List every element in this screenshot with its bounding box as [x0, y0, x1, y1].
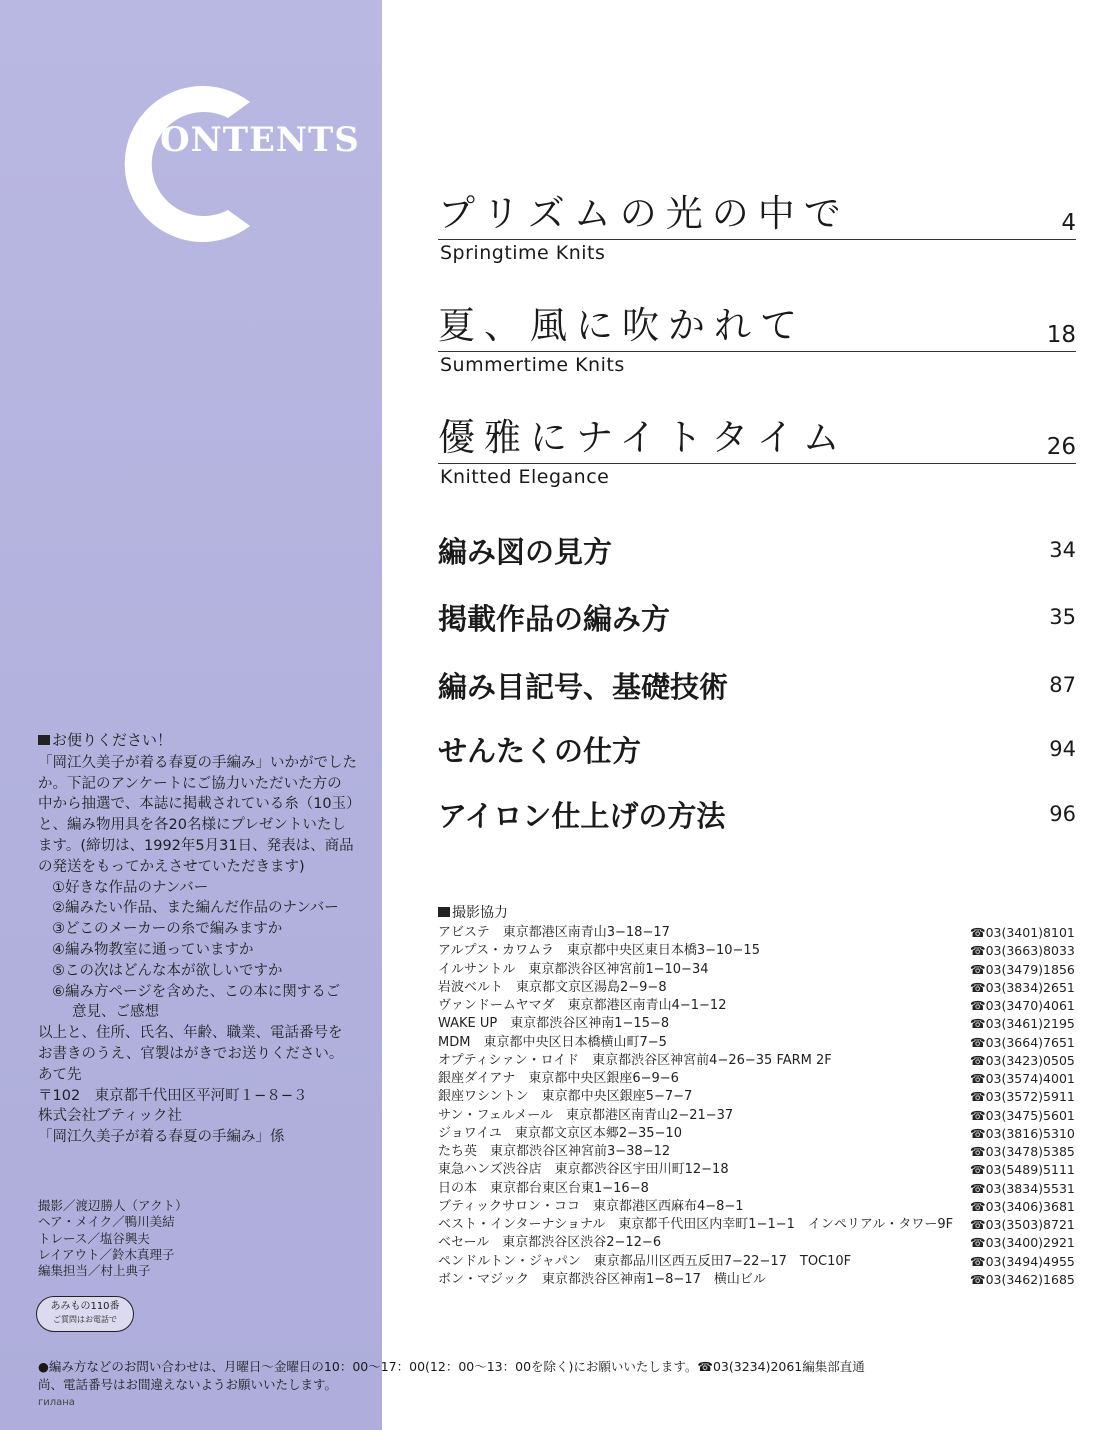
- letter-intro-6: の発送をもってかえさせていただきます): [38, 858, 305, 875]
- toc-entry-springtime[interactable]: [438, 192, 1076, 272]
- toc-page-number: 87: [1049, 673, 1076, 697]
- toc-rule: [438, 239, 1076, 240]
- contents-logo-c: [100, 72, 284, 256]
- credit-line: レイアウト／鈴木真理子: [38, 1246, 175, 1262]
- letter-outro-2: お書きのうえ、官製はがきでお送りください。: [38, 1045, 344, 1062]
- toc-title-jp: 夏、風に吹かれて: [438, 304, 806, 347]
- photo-credit-tel: ☎03(3574)4001: [970, 1071, 1075, 1086]
- photo-credit-tel: ☎03(3475)5601: [970, 1107, 1075, 1123]
- photo-credit-tel: ☎03(3834)2651: [970, 979, 1075, 995]
- letter-intro-3: 中から抽選で、本誌に掲載されている糸（10玉）: [38, 796, 361, 813]
- photo-credit-tel: ☎03(3503)8721: [970, 1217, 1075, 1232]
- letter-outro-4: 〒102 東京都千代田区平河町１−８−３: [38, 1087, 308, 1104]
- credit-line: 編集担当／村上典子: [38, 1263, 151, 1279]
- toc-title-jp: 編み図の見方: [438, 535, 613, 569]
- photo-credit-name: アルプス・カワムラ 東京都中央区東日本橋3−10−15: [438, 943, 760, 959]
- photo-credit-row: [438, 979, 1075, 997]
- left-panel: [0, 0, 382, 1430]
- photo-credit-row: [438, 997, 1075, 1015]
- photo-credit-name: ブティックサロン・ココ 東京都港区西麻布4−8−1: [438, 1198, 744, 1214]
- photo-credit-name: アビステ 東京都港区南青山3−18−17: [438, 925, 670, 940]
- photo-credit-row: [438, 1015, 1075, 1033]
- photo-credit-name: 東急ハンズ渋谷店 東京都渋谷区宇田川町12−18: [438, 1162, 729, 1178]
- photo-credit-tel: ☎03(3401)8101: [970, 925, 1075, 940]
- stamp-line-1: あみもの110番: [50, 1301, 120, 1312]
- photo-credit-tel: ☎03(3478)5385: [970, 1144, 1075, 1159]
- toc-rule: [438, 463, 1076, 464]
- photo-credit-row: [438, 1088, 1075, 1106]
- photo-credit-name: サン・フェルメール 東京都港区南青山2−21−37: [438, 1107, 734, 1123]
- photo-credits-heading: 撮影協力: [438, 902, 508, 922]
- toc-rule: [438, 351, 1076, 352]
- photo-credit-row: [438, 1161, 1075, 1179]
- photo-credit-row: [438, 1143, 1075, 1161]
- toc-page-number: 35: [1049, 605, 1076, 629]
- photo-credit-row: [438, 961, 1075, 979]
- letter-outro-1: 以上と、住所、氏名、年齢、職業、電話番号を: [38, 1025, 343, 1042]
- photo-credit-tel: ☎03(3494)4955: [970, 1253, 1075, 1269]
- photo-credit-tel: ☎03(3816)5310: [970, 1125, 1075, 1141]
- photo-credit-name: 銀座ワシントン 東京都中央区銀座5−7−7: [438, 1089, 693, 1105]
- hotline-stamp: [36, 1296, 134, 1332]
- photo-credit-row: [438, 1052, 1075, 1070]
- photo-credit-row: [438, 1180, 1075, 1198]
- photo-credit-tel: ☎03(3462)1685: [970, 1271, 1075, 1287]
- photo-credit-tel: ☎03(3663)8033: [970, 943, 1075, 959]
- credit-line: ヘア・メイク／鴨川美結: [38, 1214, 175, 1230]
- square-bullet-icon: [38, 735, 50, 745]
- stamp-line-2: ご質問はお電話で: [53, 1315, 117, 1324]
- toc-title-jp: プリズムの光の中で: [438, 192, 850, 235]
- photo-credit-name: ベスト・インターナショナル 東京都千代田区内幸町1−1−1 インペリアル・タワー9F: [438, 1217, 954, 1232]
- toc-entry-stitch-symbols[interactable]: [438, 669, 1076, 705]
- photo-credit-name: 岩波ベルト 東京都文京区湯島2−9−8: [438, 979, 667, 995]
- photo-credit-row: [438, 1107, 1075, 1125]
- photo-credit-row: [438, 1034, 1075, 1052]
- toc-page-number: 34: [1049, 538, 1076, 562]
- toc-entry-patterns[interactable]: [438, 601, 1076, 637]
- square-bullet-icon: [438, 907, 450, 917]
- photo-credit-name: ベセール 東京都渋谷区渋谷2−12−6: [438, 1235, 662, 1251]
- photo-credit-row: [438, 1216, 1075, 1234]
- toc-title-en: Knitted Elegance: [440, 466, 610, 488]
- toc-title-jp: アイロン仕上げの方法: [438, 799, 726, 833]
- photo-credit-tel: ☎03(5489)5111: [970, 1162, 1075, 1178]
- toc-page-number: 96: [1049, 802, 1076, 826]
- toc-title-en: Springtime Knits: [440, 242, 606, 264]
- letter-question-4: ④編み物教室に通っていますか: [52, 941, 254, 958]
- letter-intro-5: ます。(締切は、1992年5月31日、発表は、商品: [38, 837, 354, 854]
- photo-credit-tel: ☎03(3479)1856: [970, 961, 1075, 977]
- letter-section: [38, 730, 378, 1148]
- photo-credit-row: [438, 1234, 1075, 1252]
- photo-credit-tel: ☎03(3664)7651: [970, 1034, 1075, 1050]
- footer-credit: гилана: [38, 1397, 75, 1408]
- letter-question-3: ③どこのメーカーの糸で編みますか: [52, 921, 283, 938]
- photo-credit-name: オプティシァン・ロイド 東京都渋谷区神宮前4−26−35 FARM 2F: [438, 1052, 832, 1068]
- footer-inquiry: ●編み方などのお問い合わせは、月曜日〜金曜日の10：00〜17：00(12：00〜13：00を除く)にお願いいたします。☎03(3234)2061編集部直通: [38, 1359, 865, 1374]
- letter-intro-2: か。下記のアンケートにご協力いただいた方の: [38, 775, 342, 792]
- photo-credit-name: ボン・マジック 東京都渋谷区神南1−8−17 横山ビル: [438, 1271, 766, 1287]
- letter-intro-4: と、編み物用具を各20名様にプレゼントいたし: [38, 817, 346, 834]
- photo-credits-list: [438, 924, 1075, 1289]
- photo-credit-name: ヴァンドームヤマダ 東京都港区南青山4−1−12: [438, 998, 727, 1013]
- toc-title-jp: せんたくの仕方: [438, 734, 642, 768]
- letter-outro-6: 「岡江久美子が着る春夏の手編み」係: [38, 1129, 285, 1146]
- toc-title-jp: 編み目記号、基礎技術: [438, 670, 729, 704]
- photo-credit-name: 銀座ダイアナ 東京都中央区銀座6−9−6: [438, 1071, 679, 1086]
- toc-page-number: 94: [1049, 737, 1076, 761]
- photo-credit-row: [438, 1253, 1075, 1271]
- photo-credit-tel: ☎03(3400)2921: [970, 1235, 1075, 1251]
- toc-entry-ironing[interactable]: [438, 798, 1076, 834]
- photo-credit-row: [438, 1125, 1075, 1143]
- toc-entry-elegance[interactable]: [438, 416, 1076, 496]
- credit-line: トレース／塩谷興夫: [38, 1230, 150, 1246]
- photo-credit-tel: ☎03(3572)5911: [970, 1089, 1075, 1105]
- letter-question-5: ⑤この次はどんな本が欲しいですか: [52, 962, 283, 979]
- toc-page-number: 4: [1061, 210, 1076, 236]
- toc-page-number: 26: [1046, 434, 1076, 460]
- photo-credit-name: ペンドルトン・ジャパン 東京都品川区西五反田7−22−17 TOC10F: [438, 1253, 852, 1269]
- photo-credit-row: [438, 942, 1075, 960]
- letter-heading: お便りください！: [38, 730, 378, 751]
- toc-entry-chart-reading[interactable]: [438, 534, 1076, 570]
- toc-title-jp: 掲載作品の編み方: [438, 602, 671, 636]
- letter-question-1: ①好きな作品のナンバー: [52, 879, 209, 896]
- photo-credit-name: たち英 東京都渋谷区神宮前3−38−12: [438, 1144, 671, 1159]
- letter-question-6: ⑥編み方ページを含めた、この本に関するご: [52, 983, 341, 1000]
- photo-credit-tel: ☎03(3470)4061: [970, 998, 1075, 1013]
- photo-credit-name: WAKE UP 東京都渋谷区神南1−15−8: [438, 1016, 670, 1032]
- letter-outro-5: 株式会社ブティック社: [38, 1108, 182, 1125]
- letter-intro-1: 「岡江久美子が着る春夏の手編み」いかがでした: [38, 754, 357, 771]
- credit-line: 撮影／渡辺勝人（アクト）: [38, 1198, 188, 1213]
- letter-outro-3: あて先: [38, 1066, 82, 1083]
- letter-question-cont: 意見、ご感想: [72, 1004, 159, 1021]
- photo-credit-tel: ☎03(3406)3681: [970, 1198, 1075, 1214]
- toc-entry-summertime[interactable]: [438, 304, 1076, 384]
- photo-credit-row: [438, 924, 1075, 942]
- photo-credit-tel: ☎03(3461)2195: [970, 1016, 1075, 1032]
- toc-title-jp: 優雅にナイトタイム: [438, 416, 849, 459]
- footer-note: 尚、電話番号はお間違えないようお願いいたします。: [38, 1377, 338, 1392]
- photo-credit-name: MDM 東京都中央区日本橋横山町7−5: [438, 1034, 667, 1050]
- letter-question-2: ②編みたい作品、また編んだ作品のナンバー: [52, 900, 339, 917]
- photo-credit-row: [438, 1070, 1075, 1088]
- photo-credit-row: [438, 1198, 1075, 1216]
- photo-credit-name: 日の本 東京都台東区台東1−16−8: [438, 1180, 649, 1196]
- photo-credit-tel: ☎03(3834)5531: [970, 1180, 1075, 1196]
- staff-credits: [38, 1198, 338, 1279]
- photo-credit-name: イルサントル 東京都渋谷区神宮前1−10−34: [438, 961, 709, 977]
- toc-entry-washing[interactable]: [438, 733, 1076, 769]
- footer: [38, 1358, 1078, 1412]
- photo-credit-name: ジョワイユ 東京都文京区本郷2−35−10: [438, 1125, 682, 1141]
- toc-page-number: 18: [1046, 322, 1076, 348]
- photo-credit-row: [438, 1271, 1075, 1289]
- photo-credit-tel: ☎03(3423)0505: [970, 1052, 1075, 1068]
- contents-logo-text: ONTENTS: [160, 120, 360, 160]
- toc-title-en: Summertime Knits: [440, 354, 625, 376]
